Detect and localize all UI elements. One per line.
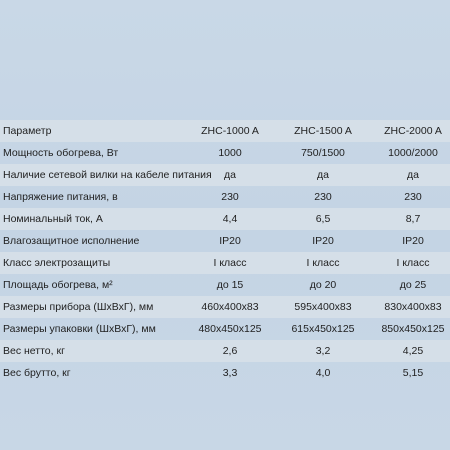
table-row bbox=[0, 340, 450, 362]
row-label: Вес брутто, кг bbox=[3, 367, 71, 379]
row-value-model-3: да bbox=[407, 169, 419, 181]
row-value-model-2: I класс bbox=[306, 257, 340, 269]
row-value-model-2: 615x450x125 bbox=[291, 323, 355, 335]
header-model-2: ZHC-1500 A bbox=[294, 125, 352, 137]
row-value-model-2: IP20 bbox=[312, 235, 334, 247]
row-value-model-1: да bbox=[224, 169, 236, 181]
header-model-3: ZHC-2000 A bbox=[384, 125, 442, 137]
row-label: Влагозащитное исполнение bbox=[3, 235, 140, 247]
row-value-model-1: 460x400x83 bbox=[201, 301, 259, 313]
row-label: Наличие сетевой вилки на кабеле питания bbox=[3, 169, 212, 181]
table-row bbox=[0, 208, 450, 230]
row-value-model-2: 750/1500 bbox=[301, 147, 345, 159]
table-row bbox=[0, 252, 450, 274]
row-value-model-3: IP20 bbox=[402, 235, 424, 247]
row-value-model-1: до 15 bbox=[216, 279, 244, 291]
row-value-model-3: 230 bbox=[404, 191, 422, 203]
table-row bbox=[0, 274, 450, 296]
row-label: Размеры прибора (ШхВхГ), мм bbox=[3, 301, 154, 313]
table-row bbox=[0, 186, 450, 208]
row-value-model-2: да bbox=[317, 169, 329, 181]
row-value-model-3: 830x400x83 bbox=[384, 301, 442, 313]
row-label: Напряжение питания, в bbox=[3, 191, 118, 203]
row-label: Вес нетто, кг bbox=[3, 345, 65, 357]
row-value-model-3: до 25 bbox=[399, 279, 427, 291]
header-parameter: Параметр bbox=[3, 125, 52, 137]
specifications-table bbox=[0, 120, 450, 384]
row-value-model-3: 1000/2000 bbox=[388, 147, 438, 159]
row-value-model-2: 595x400x83 bbox=[294, 301, 352, 313]
table-row bbox=[0, 142, 450, 164]
row-value-model-2: 4,0 bbox=[315, 367, 331, 379]
row-value-model-3: 8,7 bbox=[405, 213, 421, 225]
row-label: Номинальный ток, А bbox=[3, 213, 103, 225]
row-value-model-2: 230 bbox=[314, 191, 332, 203]
row-label: Мощность обогрева, Вт bbox=[3, 147, 119, 159]
row-value-model-1: 2,6 bbox=[222, 345, 238, 357]
row-value-model-2: 3,2 bbox=[315, 345, 331, 357]
table-row bbox=[0, 230, 450, 252]
row-value-model-1: IP20 bbox=[219, 235, 241, 247]
table-row bbox=[0, 164, 450, 186]
table-row bbox=[0, 362, 450, 384]
row-value-model-2: 6,5 bbox=[315, 213, 331, 225]
table-row bbox=[0, 296, 450, 318]
table-header-row bbox=[0, 120, 450, 142]
row-label: Класс электрозащиты bbox=[3, 257, 111, 269]
row-value-model-1: 230 bbox=[221, 191, 239, 203]
row-value-model-1: 480x450x125 bbox=[198, 323, 262, 335]
header-model-1: ZHC-1000 A bbox=[201, 125, 259, 137]
row-label: Площадь обогрева, м² bbox=[3, 279, 113, 291]
row-value-model-3: 4,25 bbox=[402, 345, 424, 357]
row-value-model-1: I класс bbox=[213, 257, 247, 269]
row-value-model-2: до 20 bbox=[309, 279, 337, 291]
row-value-model-1: 1000 bbox=[218, 147, 242, 159]
row-value-model-3: 850x450x125 bbox=[381, 323, 445, 335]
table-row bbox=[0, 318, 450, 340]
row-value-model-3: I класс bbox=[396, 257, 430, 269]
row-value-model-1: 3,3 bbox=[222, 367, 238, 379]
row-value-model-1: 4,4 bbox=[222, 213, 238, 225]
row-value-model-3: 5,15 bbox=[402, 367, 424, 379]
row-label: Размеры упаковки (ШхВхГ), мм bbox=[3, 323, 156, 335]
